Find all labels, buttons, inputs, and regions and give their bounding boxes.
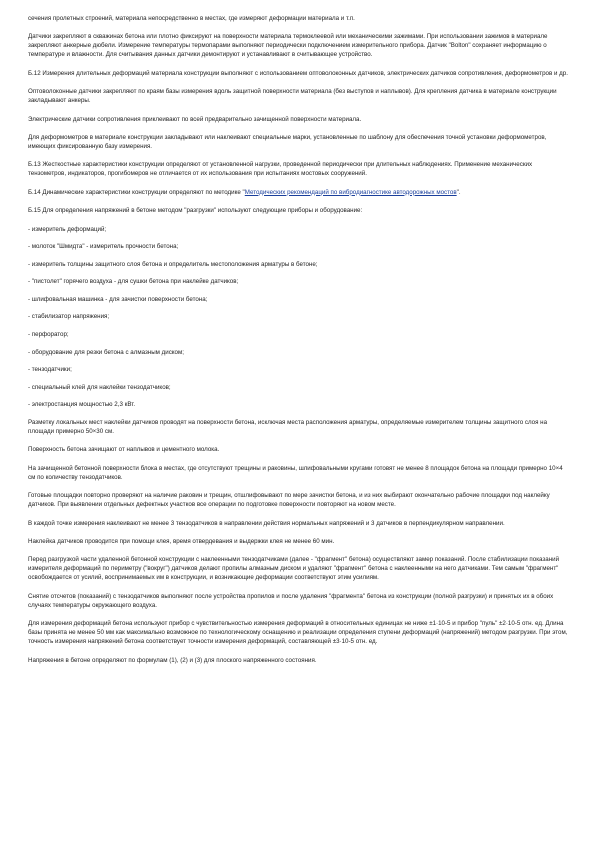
paragraph-fiber-sensors: Оптоволоконные датчики закрепляют по краям базы измерения вдоль защитной поверхности материала (без выступов и наплывов). Для крепления датчика в материале конструкции закладывают анкеры. bbox=[28, 88, 557, 105]
list-item: - стабилизатор напряжения; bbox=[28, 313, 110, 321]
paragraph-b14 bbox=[28, 188, 568, 197]
paragraph-b12: Б.12 Измерения длительных деформаций материала конструкции выполняют с использованием оптоволоконных датчиков, электрических датчиков сопротивления, деформометров и др. bbox=[28, 69, 568, 77]
list-item: - перфоратор; bbox=[28, 331, 69, 339]
list-item: - шлифовальная машинка - для зачистки поверхности бетона; bbox=[28, 295, 208, 303]
list-item: - специальный клей для наклейки тензодатчиков; bbox=[28, 383, 171, 391]
paragraph-formulas: Напряжения в бетоне определяют по формулам (1), (2) и (3) для плоского напряженного состояния. bbox=[28, 656, 317, 664]
b14-text-end: ". bbox=[456, 188, 461, 196]
paragraph-strain-gauges: Электрические датчики сопротивления приклеивают по всей предварительно зачищенной поверхности материала. bbox=[28, 115, 362, 123]
b14-text-start: Б.14 Динамические характеристики конструкции определяют по методике " bbox=[28, 188, 245, 196]
paragraph-readings: Снятие отсчетов (показаний) с тензодатчиков выполняют после устройства пропилов и после удаления "фрагмента" бетона из конструкции (полной разгрузки) и принятых их в обоих случаях температуры окружающего воздуха. bbox=[28, 592, 554, 609]
list-item: - электростанция мощностью 2,3 кВт. bbox=[28, 401, 136, 409]
paragraph-glue: Наклейка датчиков проводится при помощи клея, время отвердевания и выдержки клея не менее 60 мин. bbox=[28, 538, 335, 545]
paragraph-continuation: сечения пролетных строений, материала непосредственно в местах, где измеряют деформации материала и т.п. bbox=[28, 15, 355, 22]
list-item: - "пистолет" горячего воздуха - для сушки бетона при наклейке датчиков; bbox=[28, 278, 239, 286]
paragraph-deformometers: Для деформометров в материале конструкции закладывают или наклеивают специальные марки, установленные по шаблону для обеспечения точной установки деформометров, имеющих фиксированную базу измерения. bbox=[28, 133, 547, 150]
list-item: - измеритель деформаций; bbox=[28, 225, 107, 233]
list-item: - оборудование для резки бетона с алмазным диском; bbox=[28, 348, 184, 356]
list-item: - тензодатчики; bbox=[28, 366, 72, 374]
paragraph-marking: Разметку локальных мест наклейки датчиков проводят на поверхности бетона, исключая места расположения арматуры, определяемые измерителем толщины защитного слоя на площади примерно 50×30 см. bbox=[28, 419, 548, 436]
paragraph-grinding: На зачищенной бетонной поверхности блока в местах, где отсутствуют трещины и раковины, шлифовальными кругами готовят не менее 8 площадок бетона на площади примерно 10×4 см по количеству тензодатчиков. bbox=[28, 464, 563, 481]
paragraph-gauge-count: В каждой точке измерения наклеивают не менее 3 тензодатчиков в направлении действия нормальных напряжений и 3 датчиков в перпендикулярном направлении. bbox=[28, 519, 505, 527]
methodology-link[interactable]: Методических рекомендаций по вибродиагностике автодорожных мостов bbox=[244, 188, 457, 196]
paragraph-unloading: Перед разгрузкой части удаленной бетонной конструкции с наклеенными тензодатчиками (далее - "фрагмент" бетона) осуществляют замер показаний. После стабилизации показаний измерителя деформаций по периметру ("вокруг") датчиков делают пропилы алмазным диском и удаляют "фрагмент" бетона с наклеенными на него датчиками. Тем самым "фрагмент" освобождается от усилий, воспринимаемых им в конструкции, и возникающие деформации соответствуют этим усилиям. bbox=[28, 556, 560, 582]
paragraph-cleaning: Поверхность бетона зачищают от наплывов и цементного молока. bbox=[28, 446, 220, 454]
list-item: - измеритель толщины защитного слоя бетона и определитель местоположения арматуры в бетоне; bbox=[28, 260, 318, 268]
paragraph-b15: Б.15 Для определения напряжений в бетоне методом "разгрузки" используют следующие приборы и оборудование: bbox=[28, 207, 363, 215]
list-item: - молоток "Шмидта" - измеритель прочности бетона; bbox=[28, 243, 179, 251]
paragraph-accuracy: Для измерения деформаций бетона используют прибор с чувствительностью измерения деформаций в относительных единицах не ниже ±1·10-5 и прибор "пуль" ±2·10-5 отн. ед. Длина базы принята не менее 50 мм как максимально возможное по технологическому оснащению и реализации определения ступени деформаций (напряжений) методом разгрузки. При этом, точность измерения напряжений бетона соответствует точности измерения деформаций, составляющей ±3·10-5 отн. ед. bbox=[28, 620, 568, 646]
document-page bbox=[28, 14, 568, 674]
paragraph-b13: Б.13 Жесткостные характеристики конструкции определяют от установленной нагрузки, проведенной периодически при длительных наблюдениях. Применение механических тензометров, индикаторов, прогибомеров не отличается от их использования при испытаниях мостовых сооружений. bbox=[28, 161, 533, 178]
paragraph-check-sites: Готовые площадки повторно проверяют на наличие раковин и трещин, отшлифовывают по мере зачистки бетона, и из них выбирают окончательно рабочие площадки под наклейку датчиков. При выявлении отдельных дефектных участков все операции по подготовке поверхности повторяют на новом месте. bbox=[28, 492, 550, 509]
paragraph-sensors-mounting: Датчики закрепляют в скважинах бетона или плотно фиксируют на поверхности материала термоклеевой или механическими зажимами. При использовании зажимов в материале закрепляют анкерные дюбели. Измерение температуры термопарами выполняют периодически подключением измерительного прибора. Датчик "Bolton" сохраняет информацию о температуре и влажности. Для считывания данных датчики демонтируют и устанавливают в считывающее устройство. bbox=[28, 33, 548, 59]
